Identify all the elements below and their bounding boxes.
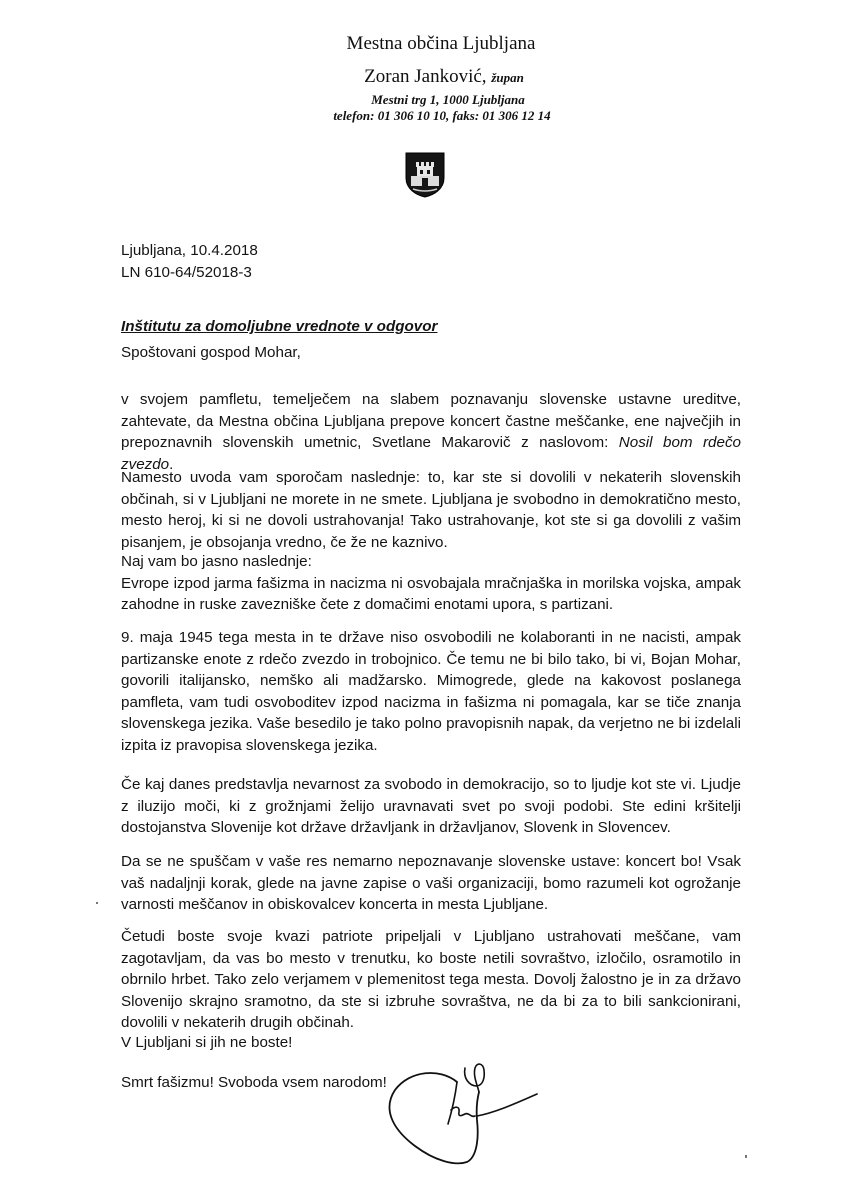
paragraph-5: Če kaj danes predstavlja nevarnost za svobodo in demokracijo, so to ljudje kot ste vi. Ljudje z iluzijo moči, ki z grožnjami želijo uravnavati svet po svoji podobi. Ste edini kršitelji dostojanstva Slovenije kot države državljank in državljanov, Slovenk in Slovencev. [121,776,741,837]
concert-title: Nosil bom rdečo zvezdo [121,434,741,473]
paragraph-text: v svojem pamfletu, temelječem na slabem poznavanju slovenske ustavne ureditve, zahtevate, da Mestna občina Ljubljana prepove koncert častne meščanke, ene največjih in prepoznavnih slovenskih umetnic, Svetlane Makarovič z naslovom: [121,391,741,452]
paragraph-1 [121,389,741,475]
paragraph-text: Evrope izpod jarma fašizma in nacizma ni osvobajala mračnjaška in morilska vojska, ampak zahodne in ruske zavezniške čete z domačimi enotami upora, s partizani. [121,574,741,614]
ljubljana-coat-of-arms-icon [405,152,445,198]
paragraph-3 [121,551,741,616]
paragraph-7: Četudi boste svoje kvazi patriote pripeljali v Ljubljano ustrahovati meščane, vam zagotavljam, da vas bo mesto v trenutku, ko boste netili sovraštvo, izločilo, osramotilo in obrnilo hrbet. Tako zelo verjamem v plemenitost tega mesta. Dovolj žalostno je in za državo Slovenijo skrajno sramotno, da ste si izbruhe sovraštva, ne da bi za to bili sankcionirani, dovolili v nekaterih drugih občinah. [121,928,741,1032]
mayor-title: župan [491,70,524,85]
organization-name: Mestna občina Ljubljana [346,33,536,54]
letter-meta [121,240,741,283]
paragraph-4: 9. maja 1945 tega mesta in te države niso osvobodili ne kolaboranti in ne nacisti, ampak partizanske enote z rdečo zvezdo in trobojnico. Če temu ne bi bilo tako, bi vi, Bojan Mohar, govorili italijansko, nemško ali madžarsko. Mimogrede, glede na kakovost poslanega pamfleta, vam tudi osvoboditev izpod nacizma in fašizma ni pomagala, kar se tiče znanja slovenskega jezika. Vaše besedilo je tako polno pravopisnih napak, da verjetno ne bi izdelali izpita iz pravopisa slovenskega jezika. [121,629,741,754]
mayor-name: Zoran Janković, [364,66,487,87]
place-date: Ljubljana, 10.4.2018 [121,242,258,259]
paragraph-intro: Naj vam bo jasno naslednje: [121,553,312,570]
reference-number: LN 610-64/52018-3 [121,263,252,281]
address: Mestni trg 1, 1000 Ljubljana [371,92,525,107]
contact-numbers: telefon: 01 306 10 10, faks: 01 306 12 14 [333,108,551,123]
paragraph-end: . [169,455,174,473]
handwritten-signature-icon [385,1058,545,1168]
closing-line-1: V Ljubljani si jih ne boste! [121,1034,293,1051]
scan-speck [745,1155,747,1158]
salutation: Spoštovani gospod Mohar, [121,344,301,361]
letterhead [0,32,842,124]
mayor-line [46,65,842,90]
scan-speck [96,902,98,904]
paragraph-2: Namesto uvoda vam sporočam naslednje: to, kar ste si dovolili v nekaterih slovenskih občinah, si v Ljubljani ne morete in ne smete. Ljubljana je svobodno in demokratično mesto, mesto heroj, ki si ne dovoli ustrahovanja! Tako ustrahovanje, kot ste si ga dovolili z vašim pisanjem, je obsojanja vredno, če že ne kaznivo. [121,469,741,551]
letter-subject: Inštitutu za domoljubne vrednote v odgovor [121,318,438,335]
paragraph-6: Da se ne spuščam v vaše res nemarno nepoznavanje slovenske ustave: koncert bo! Vsak vaš nadaljnji korak, glede na javne zapise o vaši organizaciji, bomo razumeli kot ogrožanje varnosti meščanov in obiskovalcev koncerta in mesta Ljubljane. [121,853,741,914]
closing-line-2: Smrt fašizmu! Svoboda vsem narodom! [121,1074,387,1091]
